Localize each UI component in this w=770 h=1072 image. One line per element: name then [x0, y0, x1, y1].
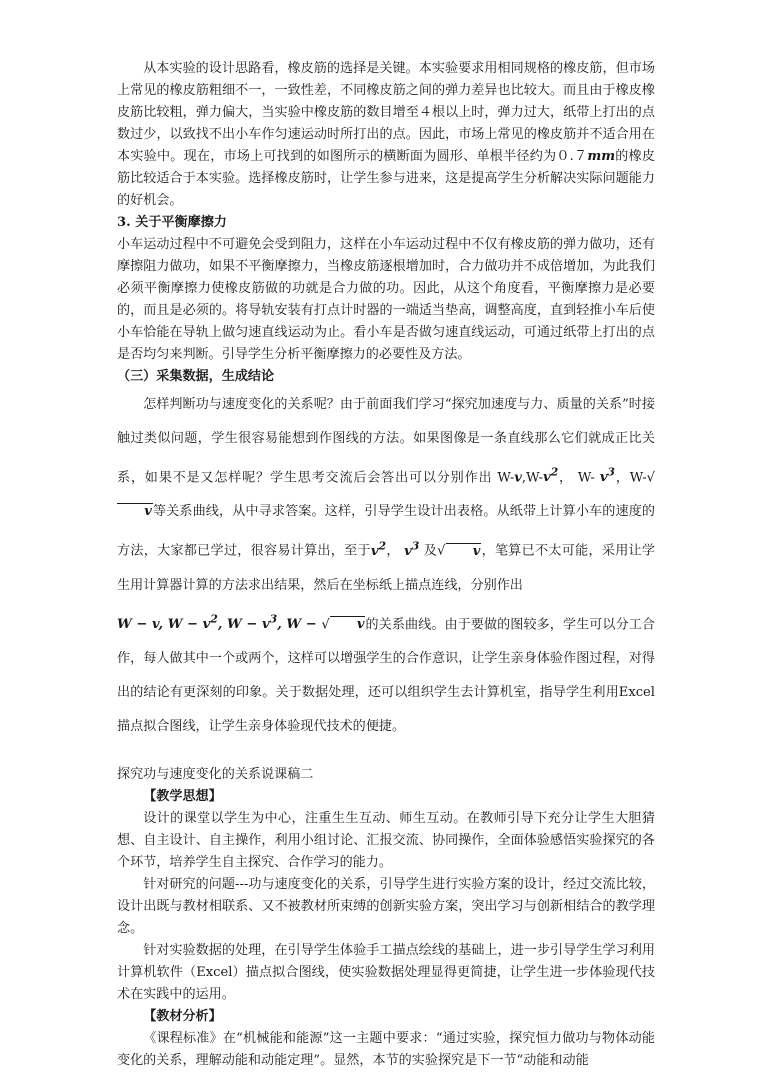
heading-textbook-analysis: 【教材分析】	[143, 1009, 222, 1025]
section-title: 探究功与速度变化的关系说课稿二	[117, 767, 314, 783]
paragraph-rubber-band: 从本实验的设计思路看，橡皮筋的选择是关键。本实验要求用相同规格的橡皮筋，但市场上常见的橡皮筋粗细不一，一致性差，不同橡皮筋之间的弹力差异也比较大。而且由于橡皮橡皮筋比较粗，弹力偏大，当实验中橡皮筋的数目增至４根以上时，弹力过大，纸带上打出的点数过少，以致找不出小车作匀速运动时所打出的点。因此，市场上常见的橡皮筋并不适合用在本实验中。现在，市场上可找到的如图所示的横断面为圆形、单根半径约为０.７mm的橡皮筋比较适合于本实验。选择橡皮筋时，让学生参与进来，这是提高学生分析解决实际问题能力的好机会。	[117, 61, 656, 208]
heading-collect-data: （三）采集数据，生成结论	[117, 369, 275, 384]
paragraph-balance-friction: 小车运动过程中不可避免会受到阻力，这样在小车运动过程中不仅有橡皮筋的弹力做功，还有摩擦阻力做功，如果不平衡摩擦力，当橡皮筋逐根增加时，合力做功并不成倍增加，为此我们必须平衡摩擦力使橡皮筋做的功就是合力做的功。因此，从这个角度看，平衡摩擦力是必要的，而且是必须的。将导轨安装有打点计时器的一端适当垫高，调整高度，直到轻推小车后使小车恰能在导轨上做匀速直线运动为止。看小车是否做匀速直线运动，可通过纸带上打出的点是否均匀来判断。引导学生分析平衡摩擦力的必要性及方法。	[117, 237, 655, 362]
paragraph-teaching-idea: 设计的课堂以学生为中心，注重生生互动、师生互动。在教师引导下充分让学生大胆猜想、自主设计、自主操作，利用小组讨论、汇报交流、协同操作，全面体验感悟实验探究的各个环节，培养学生自主探究、合作学习的能力。	[117, 811, 655, 871]
paragraph-experiment-design: 针对研究的问题---功与速度变化的关系，引导学生进行实验方案的设计，经过交流比较，设计出既与教材相联系、又不被教材所束缚的创新实验方案，突出学习与创新相结合的教学理念。	[117, 877, 655, 937]
document-page	[117, 58, 655, 1072]
heading-teaching-idea: 【教学思想】	[143, 789, 222, 805]
paragraph-data-processing: 针对实验数据的处理，在引导学生体验手工描点绘线的基础上，进一步引导学生学习利用计算机软件（Excel）描点拟合图线，使实验数据处理显得更简捷，让学生进一步体验现代技术在实践中的运用。	[117, 943, 655, 1003]
heading-balance-friction: 3. 关于平衡摩擦力	[117, 215, 227, 230]
paragraph-collect-data: 怎样判断功与速度变化的关系呢？由于前面我们学习“探究加速度与力、质量的关系”时接触过类似问题，学生很容易能想到作图线的方法。如果图像是一条直线那么它们就成正比关系，如果不是又怎样呢？学生思考交流后会答出可以分别作出 $W-v,W-v^2$， W- $v^3$，W-√v等关系曲线，从中寻求答案。这样，引导学生设计出表格。从纸带上计算小车的速度的方法，大家都已学过，很容易计算出，至于$v^2$， $v^3$ 及√ v，笔算已不太可能，采用让学生用计算器计算的方法求出结果，然后在坐标纸上描点连线，分别作出 W − v, $W - v^2$, $W - v^3$, W − √ v的关系曲线。由于要做的图较多，学生可以分工合作，每人做其中一个或两个，这样可以增强学生的合作意识，让学生亲身体验作图过程，对得出的结论有更深刻的印象。关于数据处理，还可以组织学生去计算机室，指导学生利用Excel描点拟合图线，让学生亲身体验现代技术的便捷。	[117, 397, 656, 735]
paragraph-textbook-analysis: 《课程标准》在“机械能和能源”这一主题中要求：“通过实验，探究恒力做功与物体动能变化的关系，理解动能和动能定理”。显然，本节的实验探究是下一节“动能和动能	[117, 1031, 655, 1069]
